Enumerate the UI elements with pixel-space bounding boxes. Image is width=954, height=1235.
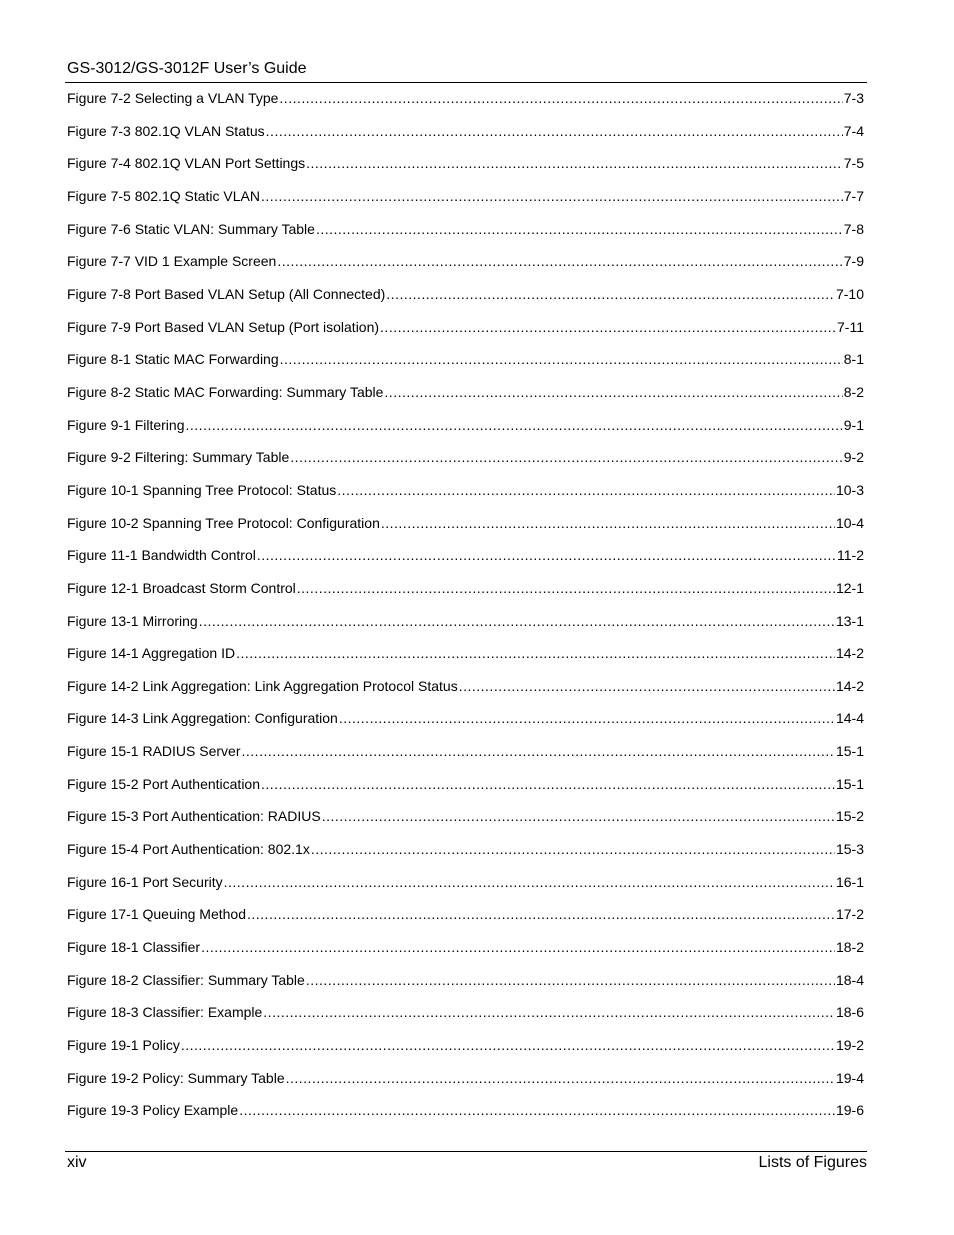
- toc-entry-label: Figure 9-2 Filtering: Summary Table: [67, 449, 290, 466]
- dot-leader: [306, 972, 835, 988]
- toc-entry[interactable]: [67, 743, 864, 776]
- dot-leader: [224, 874, 835, 890]
- toc-entry-page: 15-2: [835, 808, 864, 825]
- toc-entry[interactable]: [67, 155, 864, 188]
- toc-entry-page: 8-1: [843, 351, 864, 368]
- dot-leader: [199, 613, 835, 629]
- toc-entry-page: 19-6: [835, 1102, 864, 1119]
- dot-leader: [311, 841, 835, 857]
- toc-entry[interactable]: [67, 613, 864, 646]
- footer-rule: [65, 1151, 867, 1152]
- toc-entry-label: Figure 19-2 Policy: Summary Table: [67, 1069, 285, 1086]
- toc-entry-label: Figure 10-1 Spanning Tree Protocol: Status: [67, 481, 337, 498]
- toc-entry-label: Figure 19-1 Policy: [67, 1037, 180, 1054]
- toc-entry[interactable]: [67, 384, 864, 417]
- toc-entry-label: Figure 7-2 Selecting a VLAN Type: [67, 90, 279, 106]
- dot-leader: [339, 710, 835, 726]
- toc-entry-page: 13-1: [835, 612, 864, 629]
- toc-entry-page: 10-4: [835, 514, 864, 531]
- toc-entry[interactable]: [67, 286, 864, 319]
- toc-entry[interactable]: [67, 351, 864, 384]
- toc-entry-page: 17-2: [835, 906, 864, 923]
- dot-leader: [280, 351, 843, 367]
- toc-entry-page: 7-4: [843, 122, 864, 139]
- toc-entry-label: Figure 18-3 Classifier: Example: [67, 1004, 263, 1021]
- toc-entry-page: 9-1: [843, 416, 864, 433]
- toc-entry-page: 7-11: [837, 318, 864, 335]
- toc-entry[interactable]: [67, 1037, 864, 1070]
- toc-entry-label: Figure 7-8 Port Based VLAN Setup (All Connected): [67, 285, 386, 302]
- toc-entry-page: 14-4: [835, 710, 864, 727]
- toc-entry[interactable]: [67, 123, 864, 156]
- toc-entry[interactable]: [67, 482, 864, 515]
- toc-entry[interactable]: [67, 253, 864, 286]
- toc-entry[interactable]: [67, 645, 864, 678]
- toc-entry-page: 7-7: [843, 187, 864, 204]
- list-of-figures: [67, 90, 864, 1135]
- toc-entry-label: Figure 15-4 Port Authentication: 802.1x: [67, 841, 310, 858]
- toc-entry-page: 18-6: [835, 1004, 864, 1021]
- toc-entry-label: Figure 15-3 Port Authentication: RADIUS: [67, 808, 321, 825]
- dot-leader: [306, 155, 843, 171]
- dot-leader: [239, 1102, 835, 1118]
- toc-entry-label: Figure 9-1 Filtering: [67, 416, 185, 433]
- toc-entry-page: 10-3: [835, 481, 864, 498]
- toc-entry[interactable]: [67, 808, 864, 841]
- dot-leader: [459, 678, 835, 694]
- toc-entry[interactable]: [67, 939, 864, 972]
- dot-leader: [201, 939, 835, 955]
- toc-entry-page: 19-2: [835, 1037, 864, 1054]
- toc-entry[interactable]: [67, 874, 864, 907]
- toc-entry[interactable]: [67, 515, 864, 548]
- dot-leader: [236, 645, 835, 661]
- toc-entry[interactable]: [67, 580, 864, 613]
- dot-leader: [261, 188, 843, 204]
- toc-entry-page: 12-1: [835, 579, 864, 596]
- dot-leader: [286, 1070, 835, 1086]
- dot-leader: [386, 286, 835, 302]
- dot-leader: [337, 482, 835, 498]
- toc-entry-page: 15-1: [835, 743, 864, 760]
- toc-entry-label: Figure 12-1 Broadcast Storm Control: [67, 579, 296, 596]
- toc-entry-page: 7-5: [843, 155, 864, 172]
- dot-leader: [316, 221, 843, 237]
- toc-entry[interactable]: [67, 1004, 864, 1037]
- toc-entry-label: Figure 14-3 Link Aggregation: Configuration: [67, 710, 338, 727]
- dot-leader: [261, 776, 835, 792]
- dot-leader: [322, 808, 835, 824]
- toc-entry-label: Figure 18-2 Classifier: Summary Table: [67, 971, 305, 988]
- toc-entry-label: Figure 19-3 Policy Example: [67, 1102, 239, 1119]
- toc-entry[interactable]: [67, 678, 864, 711]
- toc-entry-label: Figure 7-6 Static VLAN: Summary Table: [67, 220, 315, 237]
- toc-entry-label: Figure 8-2 Static MAC Forwarding: Summary Table: [67, 383, 384, 400]
- toc-entry-page: 9-2: [843, 449, 864, 466]
- toc-entry[interactable]: [67, 906, 864, 939]
- toc-entry-page: 7-3: [843, 90, 864, 106]
- toc-entry[interactable]: [67, 710, 864, 743]
- dot-leader: [380, 319, 836, 335]
- page-number: xiv: [67, 1154, 87, 1171]
- toc-entry-label: Figure 7-3 802.1Q VLAN Status: [67, 122, 265, 139]
- toc-entry-label: Figure 7-4 802.1Q VLAN Port Settings: [67, 155, 306, 172]
- toc-entry[interactable]: [67, 776, 864, 809]
- toc-entry-label: Figure 14-1 Aggregation ID: [67, 645, 236, 662]
- toc-entry-label: Figure 11-1 Bandwidth Control: [67, 547, 256, 564]
- toc-entry-page: 14-2: [835, 645, 864, 662]
- section-name: Lists of Figures: [758, 1154, 867, 1171]
- toc-entry-page: 8-2: [843, 383, 864, 400]
- dot-leader: [266, 123, 843, 139]
- toc-entry[interactable]: [67, 417, 864, 450]
- toc-entry-page: 7-8: [843, 220, 864, 237]
- toc-entry[interactable]: [67, 188, 864, 221]
- dot-leader: [277, 253, 842, 269]
- toc-entry-page: 15-1: [835, 775, 864, 792]
- toc-entry-page: 7-9: [843, 253, 864, 270]
- document-title: GS-3012/GS-3012F User’s Guide: [67, 60, 307, 77]
- toc-entry-label: Figure 8-1 Static MAC Forwarding: [67, 351, 279, 368]
- dot-leader: [297, 580, 835, 596]
- toc-entry-page: 18-4: [835, 971, 864, 988]
- toc-entry-page: 16-1: [835, 873, 864, 890]
- toc-entry-page: 15-3: [835, 841, 864, 858]
- dot-leader: [247, 906, 835, 922]
- dot-leader: [186, 417, 843, 433]
- toc-entry[interactable]: [67, 1102, 864, 1135]
- toc-entry[interactable]: [67, 319, 864, 352]
- toc-entry-label: Figure 18-1 Classifier: [67, 939, 201, 956]
- dot-leader: [381, 515, 835, 531]
- dot-leader: [384, 384, 842, 400]
- toc-entry-label: Figure 7-9 Port Based VLAN Setup (Port isolation): [67, 318, 380, 335]
- toc-entry-label: Figure 10-2 Spanning Tree Protocol: Configuration: [67, 514, 380, 531]
- toc-entry-page: 18-2: [835, 939, 864, 956]
- dot-leader: [263, 1004, 835, 1020]
- toc-entry-page: 7-10: [835, 285, 864, 302]
- toc-entry-label: Figure 7-7 VID 1 Example Screen: [67, 253, 277, 270]
- toc-entry[interactable]: [67, 1070, 864, 1103]
- dot-leader: [257, 547, 836, 563]
- toc-entry-page: 19-4: [835, 1069, 864, 1086]
- toc-entry-label: Figure 15-1 RADIUS Server: [67, 743, 241, 760]
- toc-entry-label: Figure 7-5 802.1Q Static VLAN: [67, 187, 260, 204]
- toc-entry-label: Figure 14-2 Link Aggregation: Link Aggregation Protocol Status: [67, 677, 458, 694]
- toc-entry[interactable]: [67, 972, 864, 1005]
- toc-entry-page: 14-2: [835, 677, 864, 694]
- toc-entry-label: Figure 17-1 Queuing Method: [67, 906, 246, 923]
- toc-entry[interactable]: [67, 449, 864, 482]
- toc-entry[interactable]: [67, 841, 864, 874]
- toc-entry[interactable]: [67, 90, 864, 123]
- toc-entry[interactable]: [67, 221, 864, 254]
- toc-entry[interactable]: [67, 547, 864, 580]
- toc-entry-page: 11-2: [837, 547, 864, 564]
- dot-leader: [279, 90, 842, 106]
- toc-entry-label: Figure 13-1 Mirroring: [67, 612, 198, 629]
- header-rule: [65, 82, 867, 83]
- dot-leader: [181, 1037, 835, 1053]
- toc-entry-label: Figure 16-1 Port Security: [67, 873, 223, 890]
- dot-leader: [290, 449, 842, 465]
- dot-leader: [242, 743, 835, 759]
- toc-entry-label: Figure 15-2 Port Authentication: [67, 775, 261, 792]
